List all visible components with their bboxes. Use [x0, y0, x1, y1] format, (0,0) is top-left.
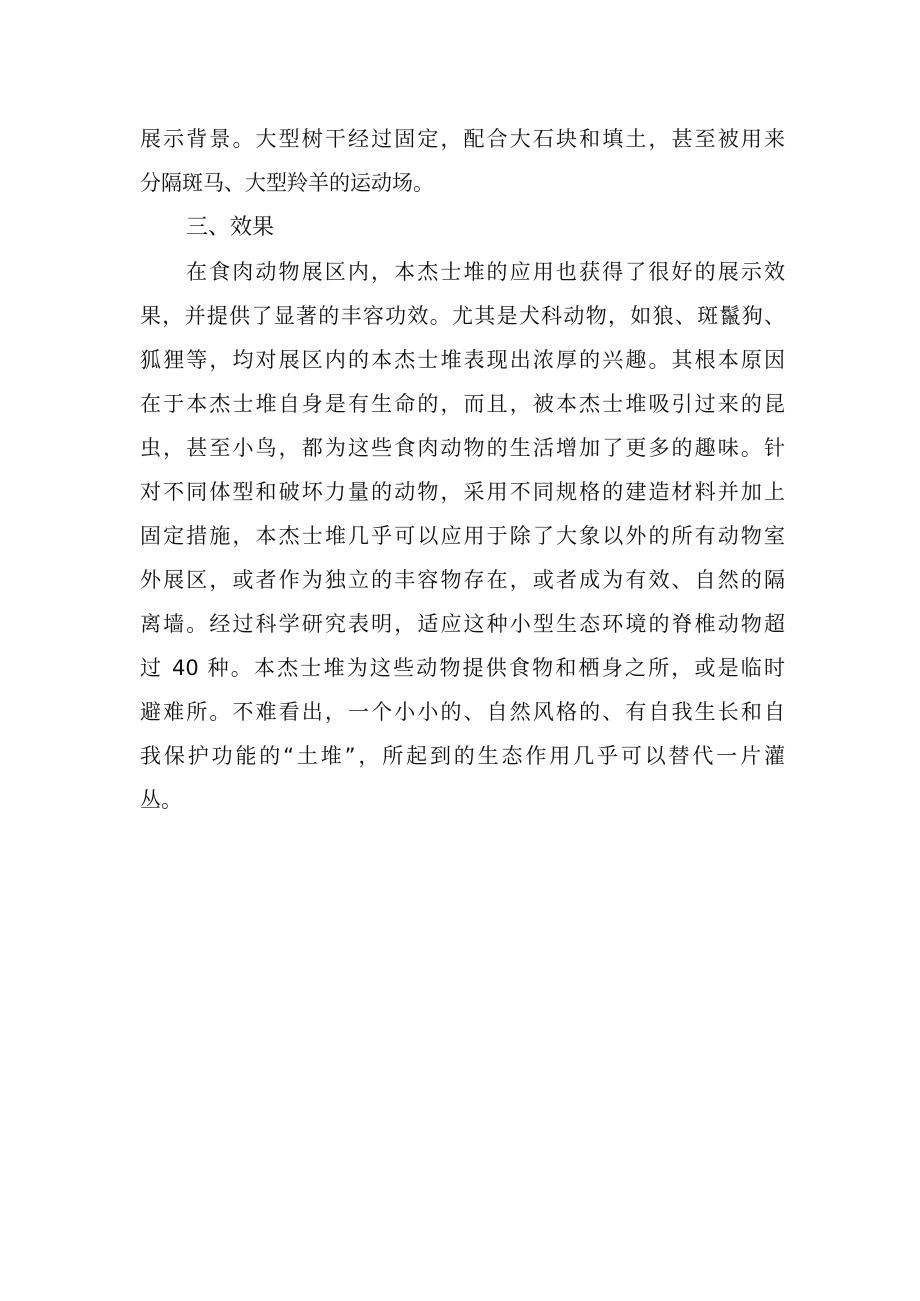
paragraph-2-line-5: 虫，甚至小鸟，都为这些食肉动物的生活增加了更多的趣味。针 [140, 436, 785, 460]
paragraph-2-line-9: 离墙。经过科学研究表明，适应这种小型生态环境的脊椎动物超 [140, 612, 785, 636]
paragraph-2-line-1: 在食肉动物展区内，本杰士堆的应用也获得了很好的展示效 [186, 260, 785, 284]
paragraph-2-line-12: 我保护功能的“土堆”，所起到的生态作用几乎可以替代一片灌 [140, 744, 785, 768]
paragraph-2-line-3: 狐狸等，均对展区内的本杰士堆表现出浓厚的兴趣。其根本原因 [140, 348, 785, 372]
paragraph-2-line-2: 果，并提供了显著的丰容功效。尤其是犬科动物，如狼、斑鬣狗、 [140, 304, 785, 328]
paragraph-2-line-10: 过 40 种。本杰士堆为这些动物提供食物和栖身之所，或是临时 [140, 656, 785, 680]
paragraph-1-line-2: 分隔斑马、大型羚羊的运动场。 [140, 171, 434, 195]
paragraph-2-line-13: 丛。 [140, 788, 182, 812]
paragraph-2-line-4: 在于本杰士堆自身是有生命的，而且，被本杰士堆吸引过来的昆 [140, 392, 785, 416]
paragraph-2-line-6: 对不同体型和破坏力量的动物，采用不同规格的建造材料并加上 [140, 480, 785, 504]
paragraph-2-line-8: 外展区，或者作为独立的丰容物存在，或者成为有效、自然的隔 [140, 568, 785, 592]
paragraph-1-line-1: 展示背景。大型树干经过固定，配合大石块和填土，甚至被用来 [140, 127, 785, 151]
section-heading: 三、效果 [186, 215, 275, 240]
paragraph-2-line-11: 避难所。不难看出，一个小小的、自然风格的、有自我生长和自 [140, 700, 785, 724]
paragraph-2-line-7: 固定措施，本杰士堆几乎可以应用于除了大象以外的所有动物室 [140, 524, 785, 548]
